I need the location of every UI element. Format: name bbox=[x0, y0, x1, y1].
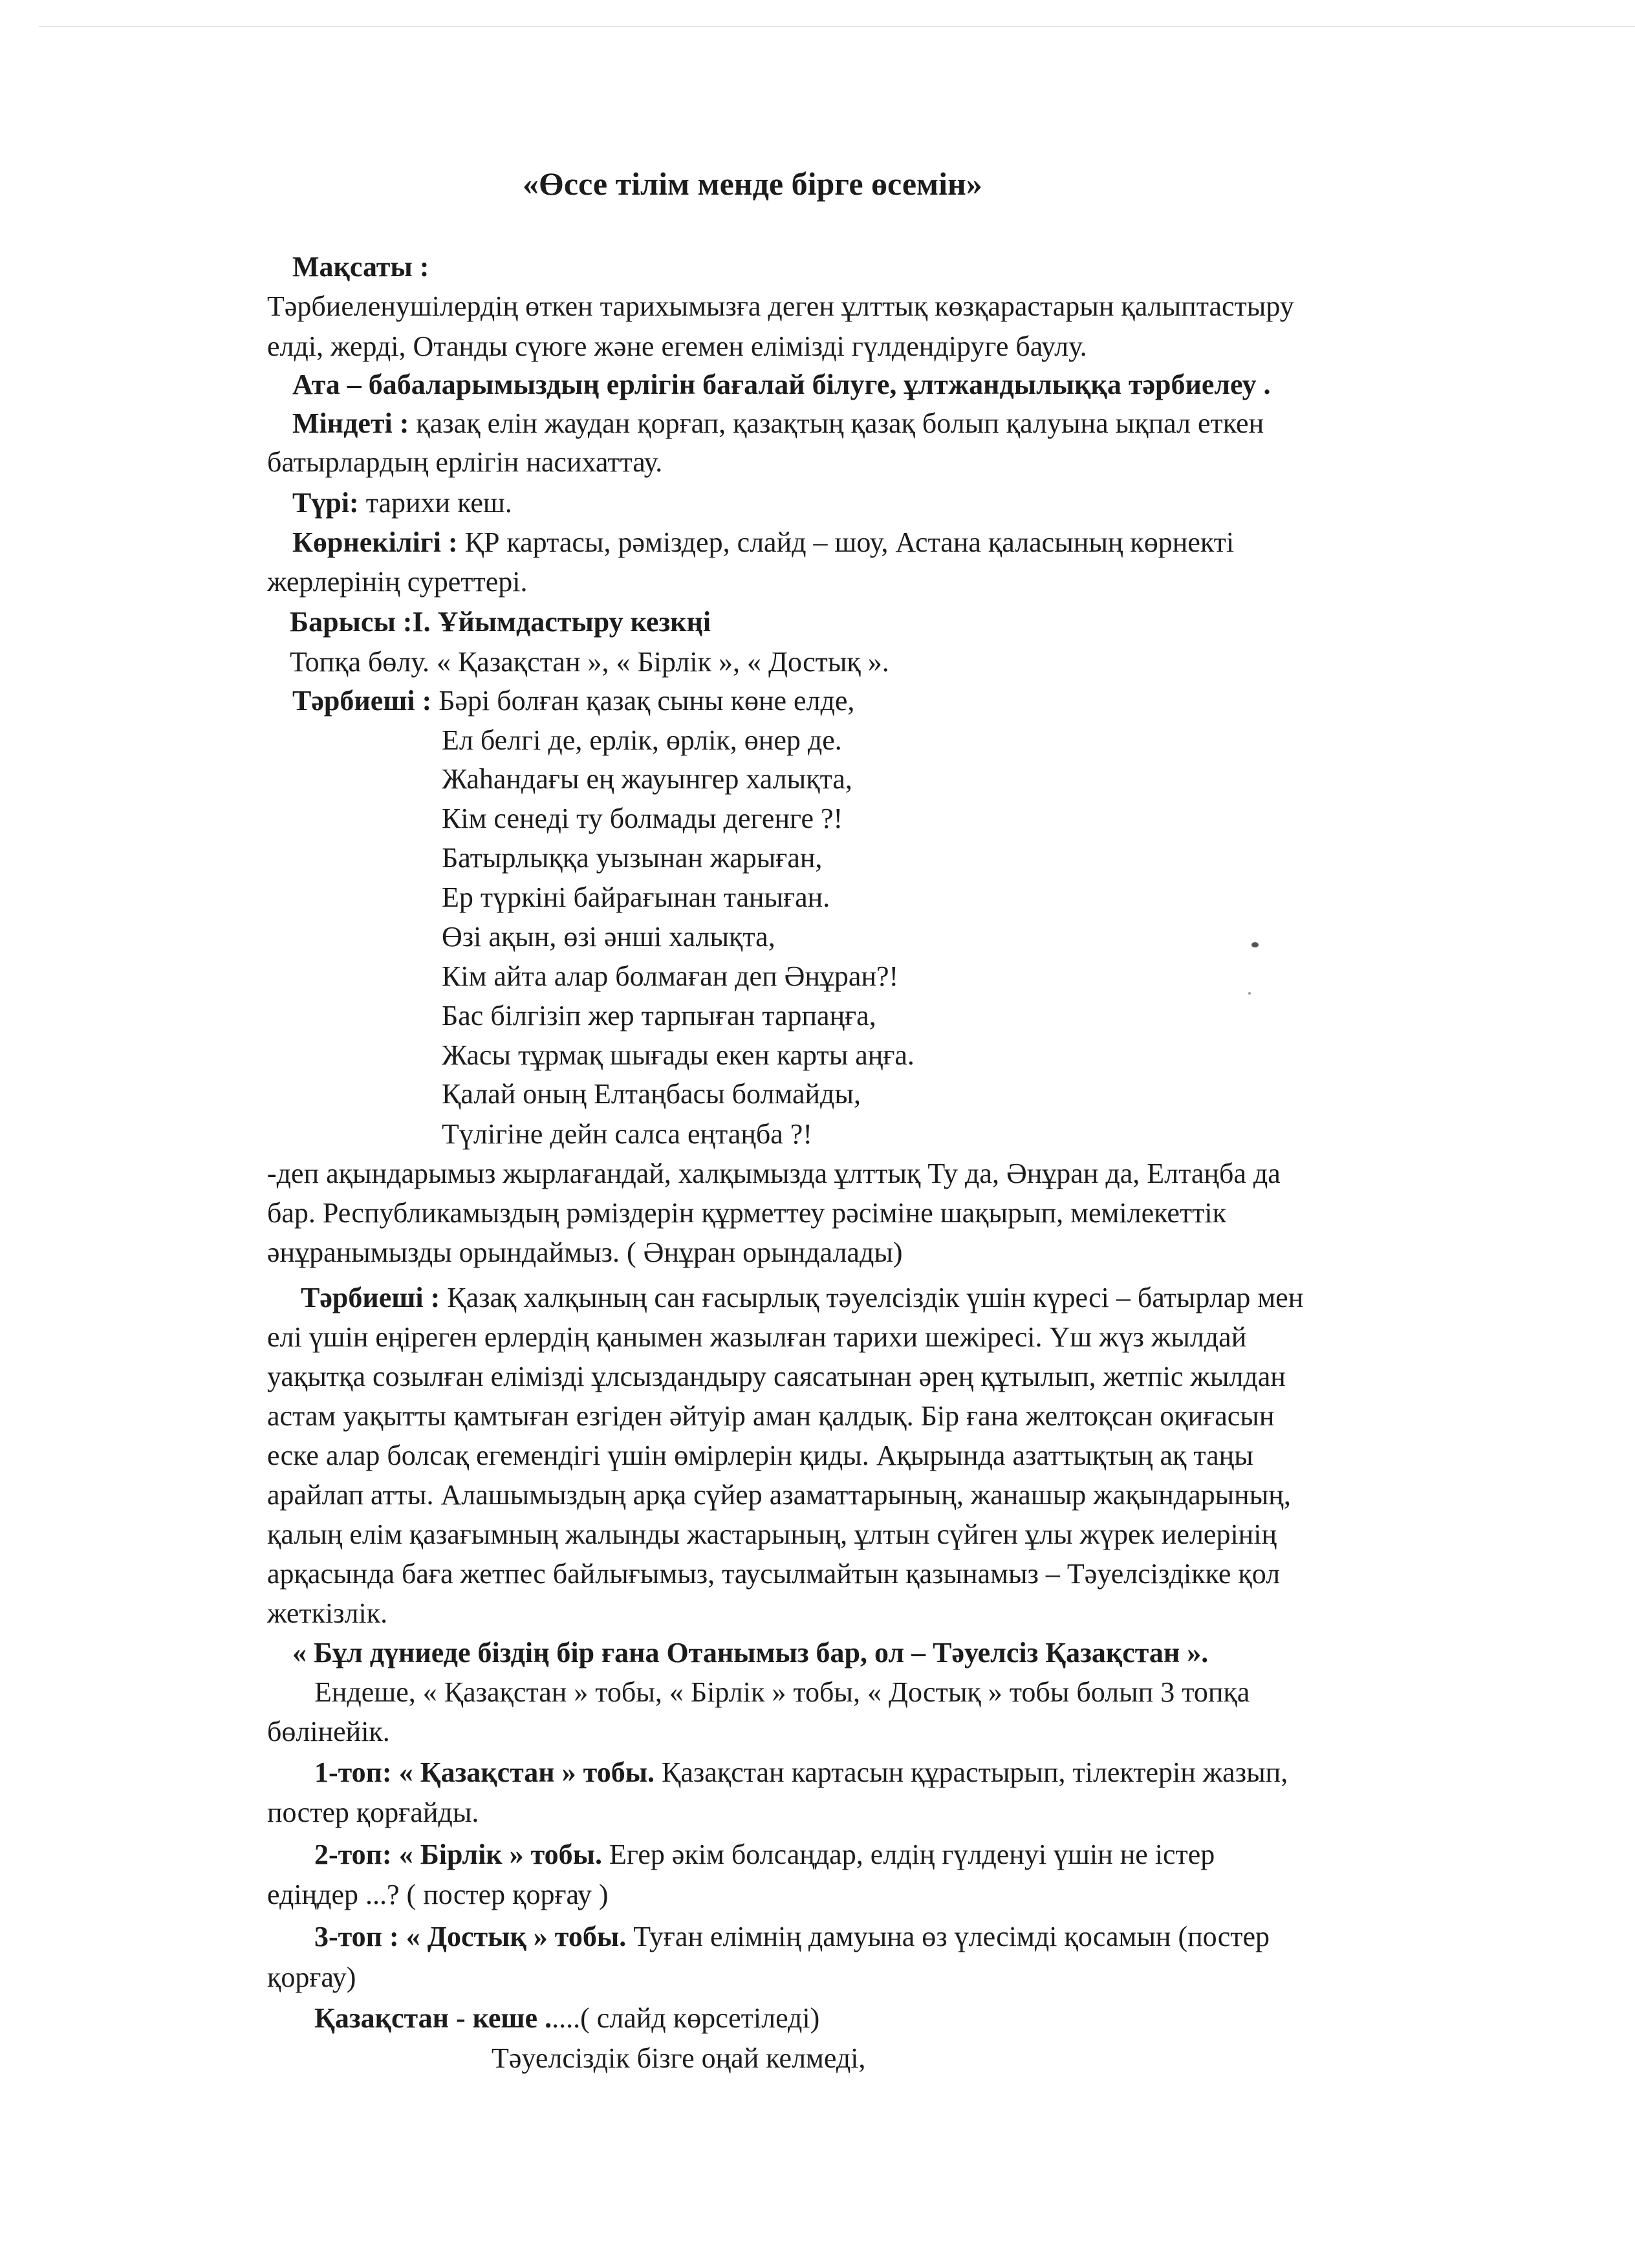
top2-line-2: едіңдер ...? ( постер қорғау ) bbox=[267, 1879, 609, 1910]
after-poem-line: әнұранымызды орындаймыз. ( Әнұран орындалады) bbox=[267, 1237, 903, 1268]
para2-line: еске алар болсақ егемендігі үшін өмірлерін қиды. Ақырында азаттықтың ақ таңы bbox=[267, 1440, 1253, 1471]
maksaty-text-1: Тәрбиеленушілердің өткен тарихымызға деген ұлттық көзқарастарын қалыптастыру bbox=[267, 290, 1294, 322]
top1-line: 1-топ: « Қазақстан » тобы. Қазақстан картасын құрастырып, тілектерін жазып, bbox=[314, 1756, 1288, 1788]
kornekiligi-line: Көрнекілігі : ҚР картасы, рәміздер, слайд – шоу, Астана қаласының көрнекті bbox=[292, 526, 1235, 558]
top2-line: 2-топ: « Бірлік » тобы. Егер әкім болсаңдар, елдің гүлденуі үшін не істер bbox=[314, 1839, 1215, 1870]
scan-speck bbox=[1248, 992, 1251, 995]
top1-line-2: постер қорғайды. bbox=[267, 1797, 479, 1828]
para2-line: арайлап атты. Алашымыздың арқа сүйер азаматтарының, жанашыр жақындарының, bbox=[267, 1479, 1291, 1511]
para2-line: астам уақытты қамтыған езгіден әйтуір аман қалдық. Бір ғана желтоқсан оқиғасын bbox=[267, 1400, 1275, 1432]
para2-line: қалың елім қазағымның жалынды жастарының, ұлтын сүйген ұлы жүрек иелерінің bbox=[267, 1518, 1277, 1550]
poem-line: Бас білгізіп жер тарпыған тарпаңға, bbox=[442, 1000, 876, 1031]
poem-line: Түлігіне дейн салса еңтаңба ?! bbox=[442, 1118, 812, 1150]
para2-line: елі үшін еңіреген ерлердің қанымен жазылған тарихи шежіресі. Үш жүз жылдай bbox=[267, 1321, 1247, 1353]
poem-line: Өзі ақын, өзі әнші халықта, bbox=[442, 921, 775, 953]
top3-line-2: қорғау) bbox=[267, 1961, 356, 1993]
barysy-line: Барысы :І. Ұйымдастыру кезкңі bbox=[290, 606, 711, 638]
tarbieshi2-line: Тәрбиеші : Қазақ халқының сан ғасырлық тәуелсіздік үшін күресі – батырлар мен bbox=[301, 1282, 1304, 1313]
after-poem-line: -деп ақындарымыз жырлағандай, халқымызда ұлттық Ту да, Әнұран да, Елтаңба да bbox=[267, 1158, 1281, 1189]
poem-line: Жасы тұрмақ шығады екен карты аңға. bbox=[442, 1039, 915, 1071]
para2-line: уақытқа созылған елімізді ұлсыздандыру саясатынан әрең құтылып, жетпіс жылдан bbox=[267, 1361, 1286, 1392]
quote-line: « Бұл дүниеде біздің бір ғана Отанымыз бар, ол – Тәуелсіз Қазақстан ». bbox=[292, 1637, 1209, 1669]
maksaty-text-2: елді, жерді, Отанды сүюге және егемен елімізді гүлдендіруге баулу. bbox=[267, 330, 1087, 362]
mindeti-text-2: батырлардың ерлігін насихаттау. bbox=[267, 446, 663, 478]
mindeti-line: Міндеті : қазақ елін жаудан қорғап, қазақтың қазақ болып қалуына ықпал еткен bbox=[292, 407, 1264, 439]
tarbieshi-line: Тәрбиеші : Бәрі болған қазақ сыны көне елде, bbox=[292, 685, 855, 717]
para2-line: арқасында баға жетпес байлығымыз, таусылмайтын қазынамыз – Тәуелсіздікке қол bbox=[267, 1558, 1281, 1590]
scan-edge-line bbox=[39, 26, 1635, 27]
endeshe-line-2: бөлінейік. bbox=[267, 1716, 390, 1747]
last-line: Тәуелсіздік бізге оңай келмеді, bbox=[492, 2042, 866, 2074]
turi-line: Түрі: тарихи кеш. bbox=[292, 487, 512, 519]
poem-line: Қалай оның Елтаңбасы болмайды, bbox=[442, 1078, 861, 1110]
maksaty-bold-line: Ата – бабаларымыздың ерлігін бағалай білуге, ұлтжандылыққа тәрбиелеу . bbox=[292, 369, 1271, 400]
topka-bolu-line: Топқа бөлу. « Қазақстан », « Бірлік », « Достық ». bbox=[290, 646, 889, 678]
top3-line: 3-топ : « Достық » тобы. Туған елімнің дамуына өз үлесімді қосамын (постер bbox=[314, 1921, 1270, 1952]
para2-line: жеткізлік. bbox=[267, 1597, 388, 1629]
poem-line: Кім айта алар болмаған деп Әнұран?! bbox=[442, 960, 899, 992]
poem-line: Кім сенеді ту болмады дегенге ?! bbox=[442, 803, 843, 834]
poem-line: Батырлыққа уызынан жарыған, bbox=[442, 842, 823, 874]
poem-line: Ер түркіні байрағынан таныған. bbox=[442, 881, 830, 913]
endeshe-line-1: Ендеше, « Қазақстан » тобы, « Бірлік » тобы, « Достық » тобы болып 3 топқа bbox=[314, 1676, 1250, 1708]
kornekiligi-text-2: жерлерінің суреттері. bbox=[267, 566, 528, 598]
poem-line: Ел белгі де, ерлік, өрлік, өнер де. bbox=[442, 724, 842, 756]
poem-line: Жаһандағы ең жауынгер халықта, bbox=[442, 763, 852, 795]
page-title: «Өссе тілім менде бірге өсемін» bbox=[523, 166, 982, 202]
after-poem-line: бар. Республикамыздың рәміздерін құрметтеу рәсіміне шақырып, мемілекеттік bbox=[267, 1197, 1226, 1229]
kesh-line: Қазақстан - кеше .....( слайд көрсетіледі) bbox=[314, 2002, 820, 2034]
scan-speck bbox=[1251, 942, 1259, 947]
maksaty-label: Мақсаты : bbox=[292, 251, 429, 283]
